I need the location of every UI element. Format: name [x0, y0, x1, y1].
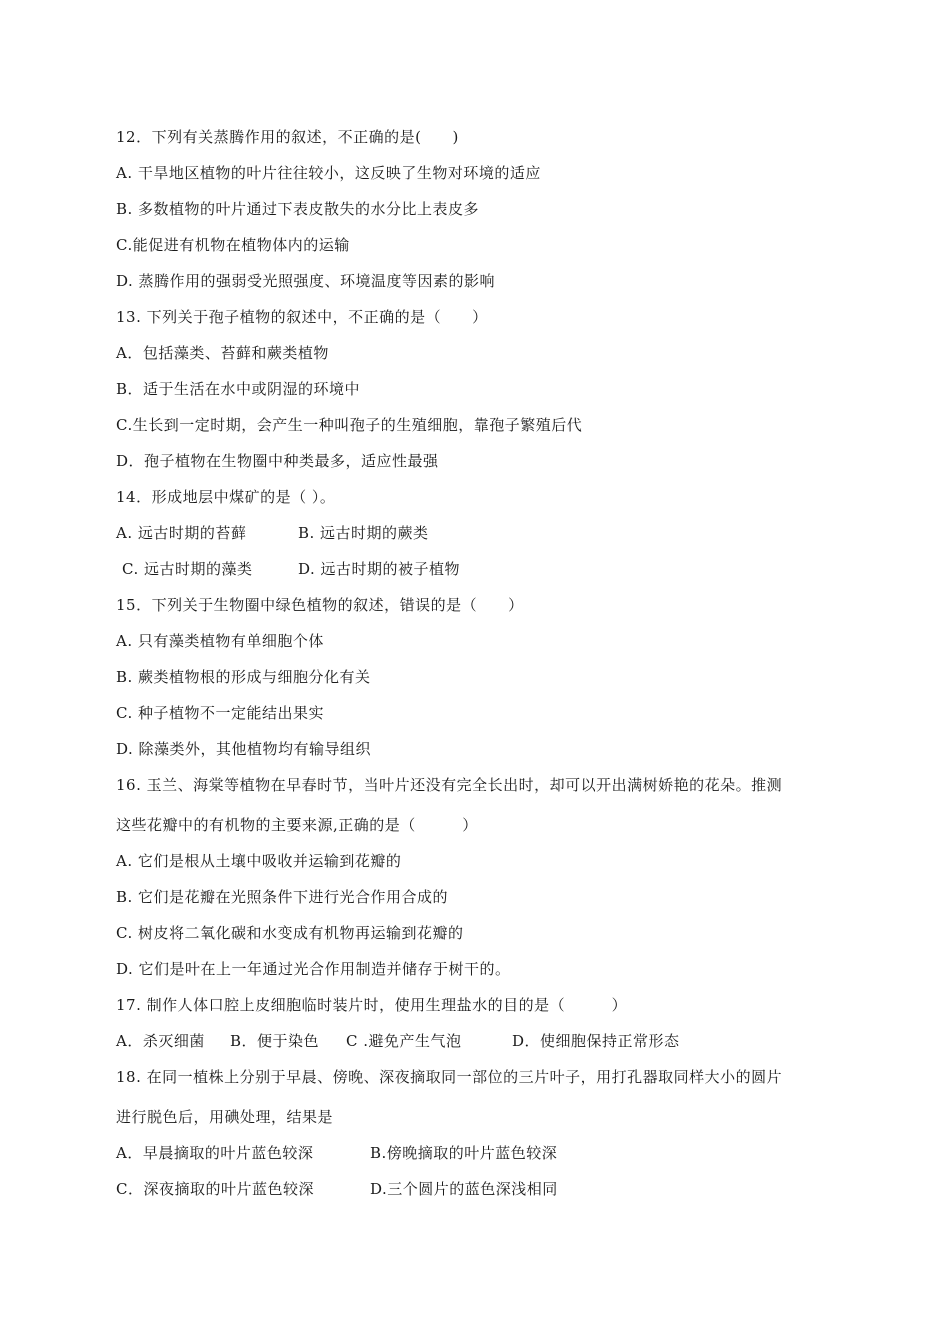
question-15-stem: 15．下列关于生物圈中绿色植物的叙述，错误的是（ ） — [116, 596, 524, 614]
question-17-option-b: B．便于染色 — [230, 1032, 320, 1050]
question-14-option-d: D. 远古时期的被子植物 — [298, 560, 461, 578]
question-16-stem-line-1: 16. 玉兰、海棠等植物在早春时节，当叶片还没有完全长出时，却可以开出满树娇艳的花朵。推测 — [116, 776, 783, 794]
question-18-option-a: A．早晨摘取的叶片蓝色较深 — [116, 1144, 314, 1162]
question-12-option-d: D. 蒸腾作用的强弱受光照强度、环境温度等因素的影响 — [116, 272, 496, 290]
question-16-option-a: A. 它们是根从土壤中吸收并运输到花瓣的 — [116, 852, 402, 870]
question-12-stem: 12．下列有关蒸腾作用的叙述，不正确的是( ) — [116, 128, 459, 146]
question-18-option-b: B.傍晚摘取的叶片蓝色较深 — [370, 1144, 558, 1162]
question-17-option-d: D．使细胞保持正常形态 — [512, 1032, 680, 1050]
question-18-option-d: D.三个圆片的蓝色深浅相同 — [370, 1180, 558, 1198]
question-17-option-c: C .避免产生气泡 — [346, 1032, 462, 1050]
question-15-option-d: D. 除藻类外，其他植物均有输导组织 — [116, 740, 372, 758]
question-13-option-b: B．适于生活在水中或阴湿的环境中 — [116, 380, 361, 398]
question-13-option-a: A．包括藻类、苔藓和蕨类植物 — [116, 344, 329, 362]
question-15-option-c: C. 种子植物不一定能结出果实 — [116, 704, 324, 722]
question-13-option-d: D．孢子植物在生物圈中种类最多，适应性最强 — [116, 452, 439, 470]
question-14-stem: 14．形成地层中煤矿的是（ ）。 — [116, 488, 336, 506]
question-17-option-a: A．杀灭细菌 — [116, 1032, 205, 1050]
question-17-stem: 17. 制作人体口腔上皮细胞临时装片时，使用生理盐水的目的是（ ） — [116, 996, 628, 1014]
question-14-option-c: C. 远古时期的藻类 — [122, 560, 253, 578]
question-14-option-a: A. 远古时期的苔藓 — [116, 524, 247, 542]
question-14-option-b: B. 远古时期的蕨类 — [298, 524, 429, 542]
question-13-option-c: C.生长到一定时期，会产生一种叫孢子的生殖细胞，靠孢子繁殖后代 — [116, 416, 583, 434]
question-18-stem-line-1: 18. 在同一植株上分别于早晨、傍晚、深夜摘取同一部位的三片叶子，用打孔器取同样大小的圆片 — [116, 1068, 783, 1086]
question-13-stem: 13. 下列关于孢子植物的叙述中，不正确的是（ ） — [116, 308, 488, 326]
question-16-stem-line-2: 这些花瓣中的有机物的主要来源,正确的是（ ） — [116, 816, 478, 834]
question-16-option-b: B. 它们是花瓣在光照条件下进行光合作用合成的 — [116, 888, 449, 906]
question-12-option-c: C.能促进有机物在植物体内的运输 — [116, 236, 350, 254]
question-15-option-b: B. 蕨类植物根的形成与细胞分化有关 — [116, 668, 371, 686]
question-12-option-b: B. 多数植物的叶片通过下表皮散失的水分比上表皮多 — [116, 200, 480, 218]
question-18-option-c: C．深夜摘取的叶片蓝色较深 — [116, 1180, 314, 1198]
question-16-option-c: C. 树皮将二氧化碳和水变成有机物再运输到花瓣的 — [116, 924, 464, 942]
question-12-option-a: A. 干旱地区植物的叶片往往较小，这反映了生物对环境的适应 — [116, 164, 541, 182]
question-18-stem-line-2: 进行脱色后，用碘处理，结果是 — [116, 1108, 334, 1126]
question-15-option-a: A. 只有藻类植物有单细胞个体 — [116, 632, 324, 650]
question-16-option-d: D. 它们是叶在上一年通过光合作用制造并储存于树干的。 — [116, 960, 511, 978]
